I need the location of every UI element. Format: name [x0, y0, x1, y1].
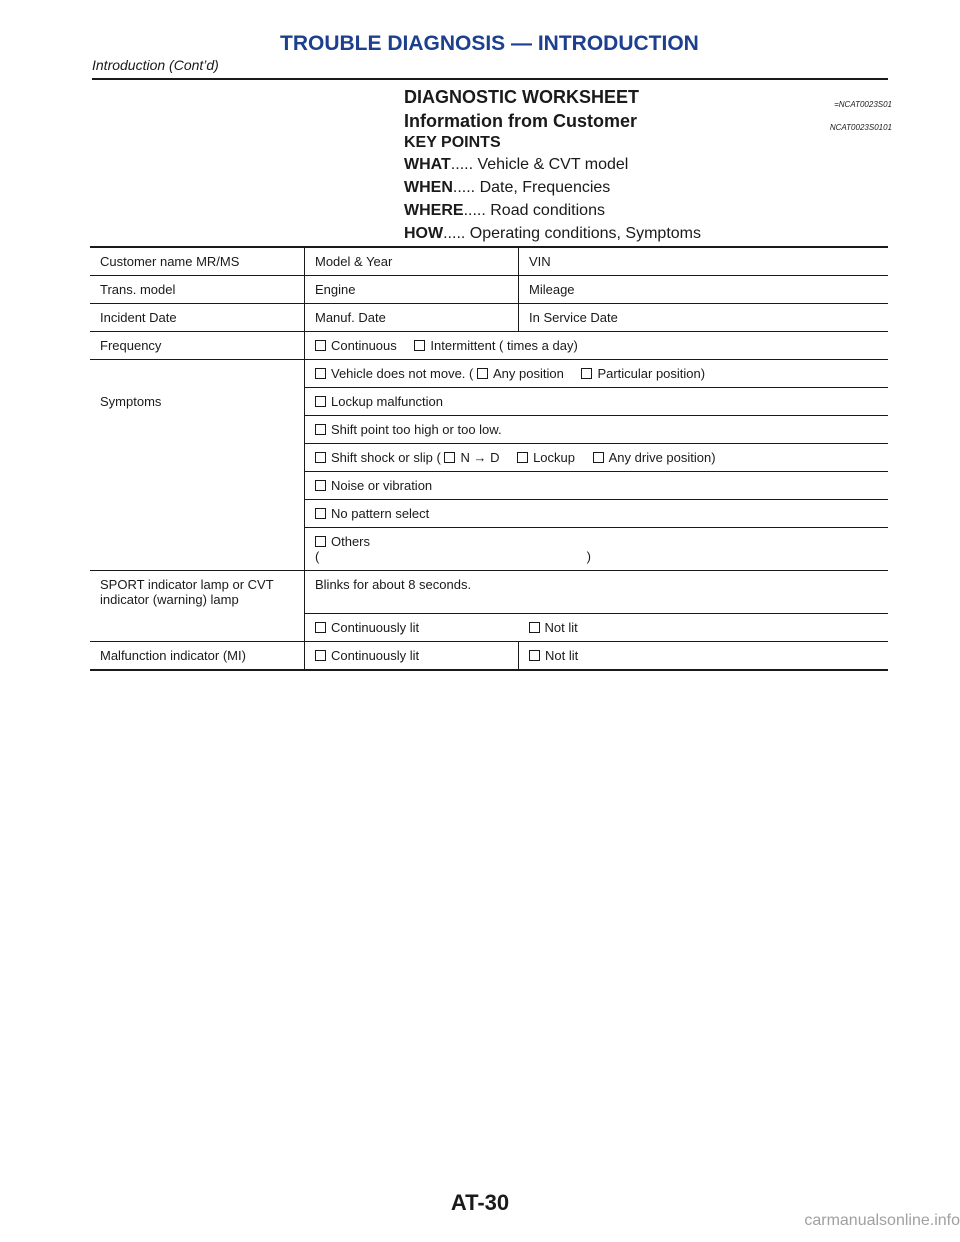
- lamp-continuously-lit: Continuously lit: [305, 613, 519, 641]
- table-row: [90, 388, 888, 416]
- table-row: [90, 571, 888, 614]
- section-subtitle: Introduction (Cont’d): [92, 57, 219, 73]
- mil-cont-lit-checkbox[interactable]: [315, 650, 326, 661]
- table-row: [90, 304, 888, 332]
- table-row: [90, 444, 888, 472]
- table-row: [90, 247, 888, 276]
- key-point-what: WHAT..... Vehicle & CVT model: [404, 156, 629, 173]
- mil-continuously-lit: Continuously lit: [305, 641, 519, 670]
- mileage-field[interactable]: Mileage: [519, 276, 889, 304]
- table-row: [90, 613, 888, 641]
- any-drive-position-checkbox[interactable]: [593, 452, 604, 463]
- worksheet-subtitle: Information from Customer: [404, 111, 638, 131]
- worksheet-code: =NCAT0023S01: [834, 100, 892, 109]
- symptoms-label: Symptoms: [90, 388, 305, 416]
- symptom-noise: Noise or vibration: [305, 472, 889, 500]
- sport-lamp-label: SPORT indicator lamp or CVT indicator (warning) lamp: [90, 571, 305, 614]
- key-point-how: HOW..... Operating conditions, Symptoms: [404, 225, 701, 242]
- lamp-blinks: Blinks for about 8 seconds.: [305, 571, 889, 614]
- symptom-others: Others ( ): [305, 528, 889, 571]
- diagnostic-worksheet-table: [90, 246, 888, 671]
- trans-model-field[interactable]: Trans. model: [90, 276, 305, 304]
- section-title: TROUBLE DIAGNOSIS — INTRODUCTION: [280, 32, 699, 55]
- table-row: [90, 276, 888, 304]
- model-year-field[interactable]: Model & Year: [305, 247, 519, 276]
- lamp-not-lit-checkbox[interactable]: [529, 622, 540, 633]
- table-row: [90, 332, 888, 360]
- others-checkbox[interactable]: [315, 536, 326, 547]
- mil-label: Malfunction indicator (MI): [90, 641, 305, 670]
- symptom-shift-point: Shift point too high or too low.: [305, 416, 889, 444]
- others-input[interactable]: ( ): [315, 549, 591, 564]
- table-row: [90, 500, 888, 528]
- header-divider: [92, 78, 888, 80]
- page-number: AT-30: [450, 1190, 510, 1215]
- key-point-where: WHERE..... Road conditions: [404, 202, 605, 219]
- noise-checkbox[interactable]: [315, 480, 326, 491]
- vin-field[interactable]: VIN: [519, 247, 889, 276]
- shift-point-checkbox[interactable]: [315, 424, 326, 435]
- mil-not-lit-checkbox[interactable]: [529, 650, 540, 661]
- mil-not-lit: Not lit: [519, 641, 889, 670]
- n-to-d-checkbox[interactable]: [444, 452, 455, 463]
- table-row: [90, 641, 888, 670]
- shift-shock-checkbox[interactable]: [315, 452, 326, 463]
- lockup-checkbox[interactable]: [517, 452, 528, 463]
- in-service-date-field[interactable]: In Service Date: [519, 304, 889, 332]
- continuous-checkbox[interactable]: [315, 340, 326, 351]
- any-position-checkbox[interactable]: [477, 368, 488, 379]
- symptom-no-pattern: No pattern select: [305, 500, 889, 528]
- key-points-title: KEY POINTS: [404, 134, 501, 151]
- lockup-malfunction-checkbox[interactable]: [315, 396, 326, 407]
- lamp-cont-lit-checkbox[interactable]: [315, 622, 326, 633]
- frequency-options: Continuous Intermittent ( times a day): [305, 332, 889, 360]
- table-row: [90, 472, 888, 500]
- no-pattern-checkbox[interactable]: [315, 508, 326, 519]
- key-point-when: WHEN..... Date, Frequencies: [404, 179, 611, 196]
- symptom-no-move: Vehicle does not move. ( Any position Particular position): [305, 360, 889, 388]
- table-row: [90, 528, 888, 571]
- manuf-date-field[interactable]: Manuf. Date: [305, 304, 519, 332]
- table-row: [90, 360, 888, 388]
- intermittent-checkbox[interactable]: [414, 340, 425, 351]
- particular-position-checkbox[interactable]: [581, 368, 592, 379]
- no-move-checkbox[interactable]: [315, 368, 326, 379]
- worksheet-title: DIAGNOSTIC WORKSHEET: [404, 87, 640, 107]
- symptom-lockup-malfunction: Lockup malfunction: [305, 388, 889, 416]
- symptom-shift-shock: Shift shock or slip ( N → D Lockup Any drive position): [305, 444, 889, 472]
- subtitle-code: NCAT0023S0101: [829, 123, 892, 132]
- customer-name-field[interactable]: Customer name MR/MS: [90, 247, 305, 276]
- table-row: [90, 416, 888, 444]
- incident-date-field[interactable]: Incident Date: [90, 304, 305, 332]
- frequency-label: Frequency: [90, 332, 305, 360]
- lamp-not-lit: Not lit: [519, 613, 889, 641]
- watermark: carmanualsonline.info: [804, 1212, 960, 1229]
- worksheet-intro: [404, 86, 892, 245]
- engine-field[interactable]: Engine: [305, 276, 519, 304]
